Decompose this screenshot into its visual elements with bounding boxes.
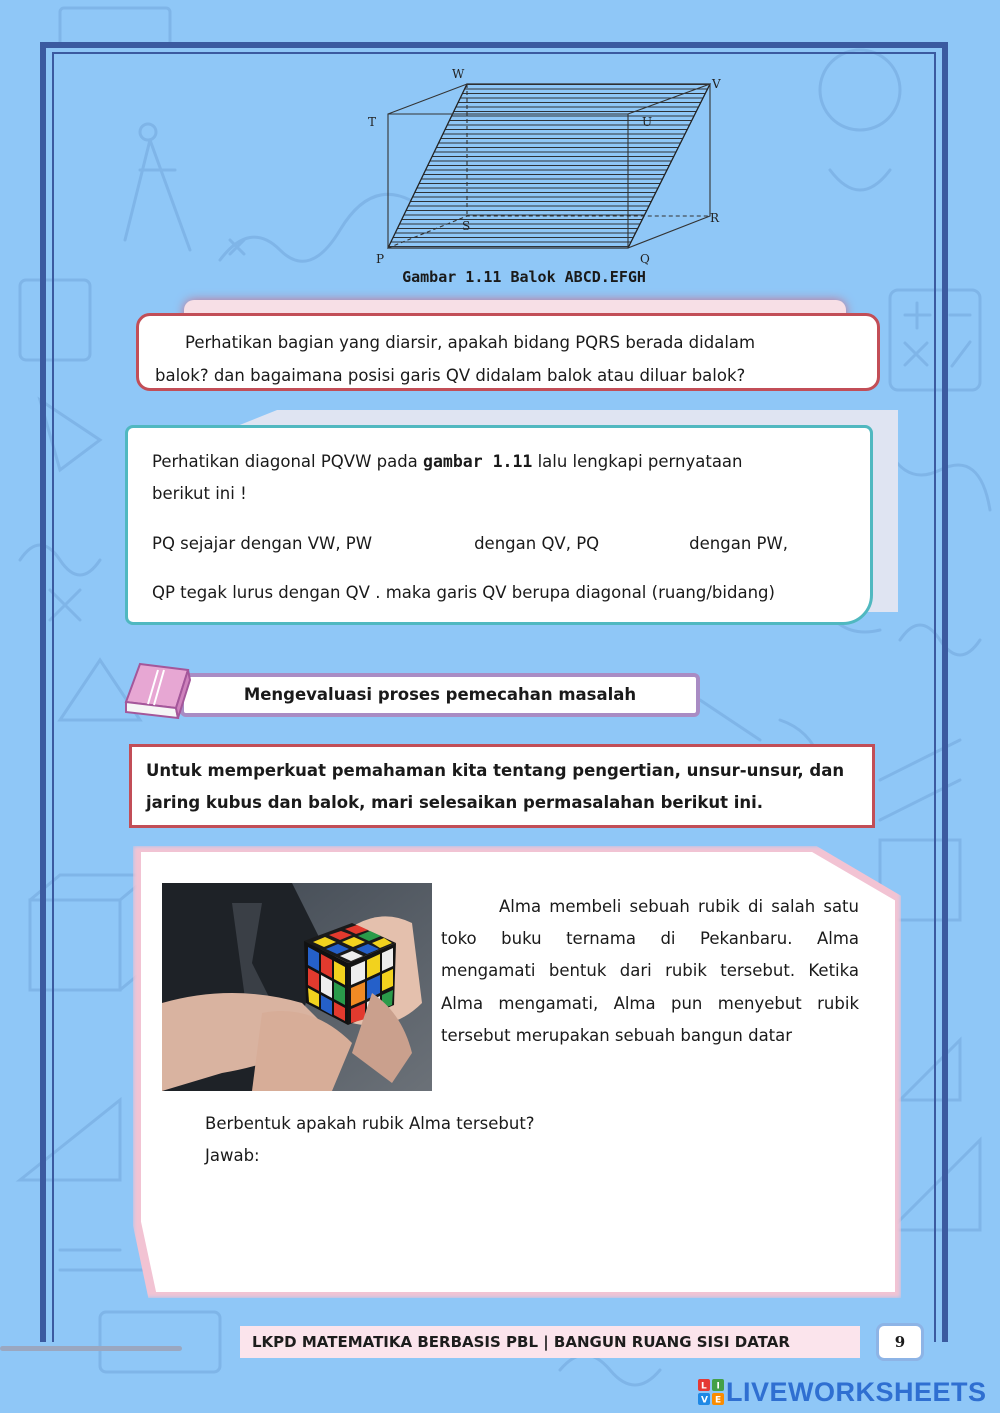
section-header: Mengevaluasi proses pemecahan masalah	[180, 673, 700, 717]
vertex-p: P	[376, 252, 385, 266]
problem-question: Berbentuk apakah rubik Alma tersebut? Jawab:	[205, 1114, 535, 1165]
diagonal-intro: Perhatikan diagonal PQVW pada gambar 1.11 lalu lengkapi pernyataan berikut ini !	[152, 452, 743, 503]
diagonal-row-3: QP tegak lurus dengan QV . maka garis QV berupa diagonal (ruang/bidang)	[152, 583, 775, 602]
liveworksheets-text: LIVEWORKSHEETS	[726, 1377, 987, 1407]
instruction-line-2: jaring kubus dan balok, mari selesaikan permasalahan berikut ini.	[146, 793, 764, 812]
vertex-u: U	[642, 115, 653, 129]
vertex-v: V	[712, 77, 721, 91]
logo-letter-e: E	[715, 1395, 722, 1405]
liveworksheets-logo-icon	[698, 1379, 724, 1405]
question-line-1: Perhatikan bagian yang diarsir, apakah bidang PQRS berada didalam	[185, 333, 756, 352]
footer-strip	[0, 1346, 182, 1351]
vertex-t: T	[368, 115, 377, 129]
question-box	[136, 313, 880, 391]
vertex-w: W	[452, 67, 465, 81]
vertex-r: R	[710, 211, 720, 225]
instruction-box	[129, 744, 875, 828]
vertex-s: S	[462, 219, 471, 233]
book-icon	[118, 662, 198, 724]
balok-figure	[360, 66, 740, 276]
logo-letter-v: V	[701, 1395, 708, 1405]
diagonal-row-2: PQ sejajar dengan VW, PW dengan QV, PQ dengan PW,	[152, 534, 789, 553]
answer-label: Jawab:	[205, 1146, 260, 1165]
logo-letter-l: L	[701, 1381, 707, 1392]
question-line-2: balok? dan bagaimana posisi garis QV didalam balok atau diluar balok?	[155, 366, 746, 385]
problem-story: Alma membeli sebuah rubik di salah satu toko buku ternama di Pekanbaru. Alma mengamati bentuk dari rubik tersebut. Ketika Alma mengamati, Alma pun menyebut rubik tersebut merupakan sebuah bangun datar	[441, 897, 859, 1045]
page-number: 9	[876, 1323, 924, 1361]
liveworksheets-watermark	[698, 1377, 998, 1407]
diagonal-box	[125, 425, 873, 625]
figure-caption: Gambar 1.11 Balok ABCD.EFGH	[402, 268, 646, 286]
instruction-line-1: Untuk memperkuat pemahaman kita tentang pengertian, unsur-unsur, dan	[146, 761, 845, 780]
logo-letter-i: I	[716, 1381, 720, 1392]
footer-title: LKPD MATEMATIKA BERBASIS PBL | BANGUN RUANG SISI DATAR	[240, 1326, 860, 1358]
vertex-q: Q	[640, 252, 650, 266]
rubik-photo	[162, 883, 432, 1091]
answer-area[interactable]	[205, 1176, 855, 1276]
